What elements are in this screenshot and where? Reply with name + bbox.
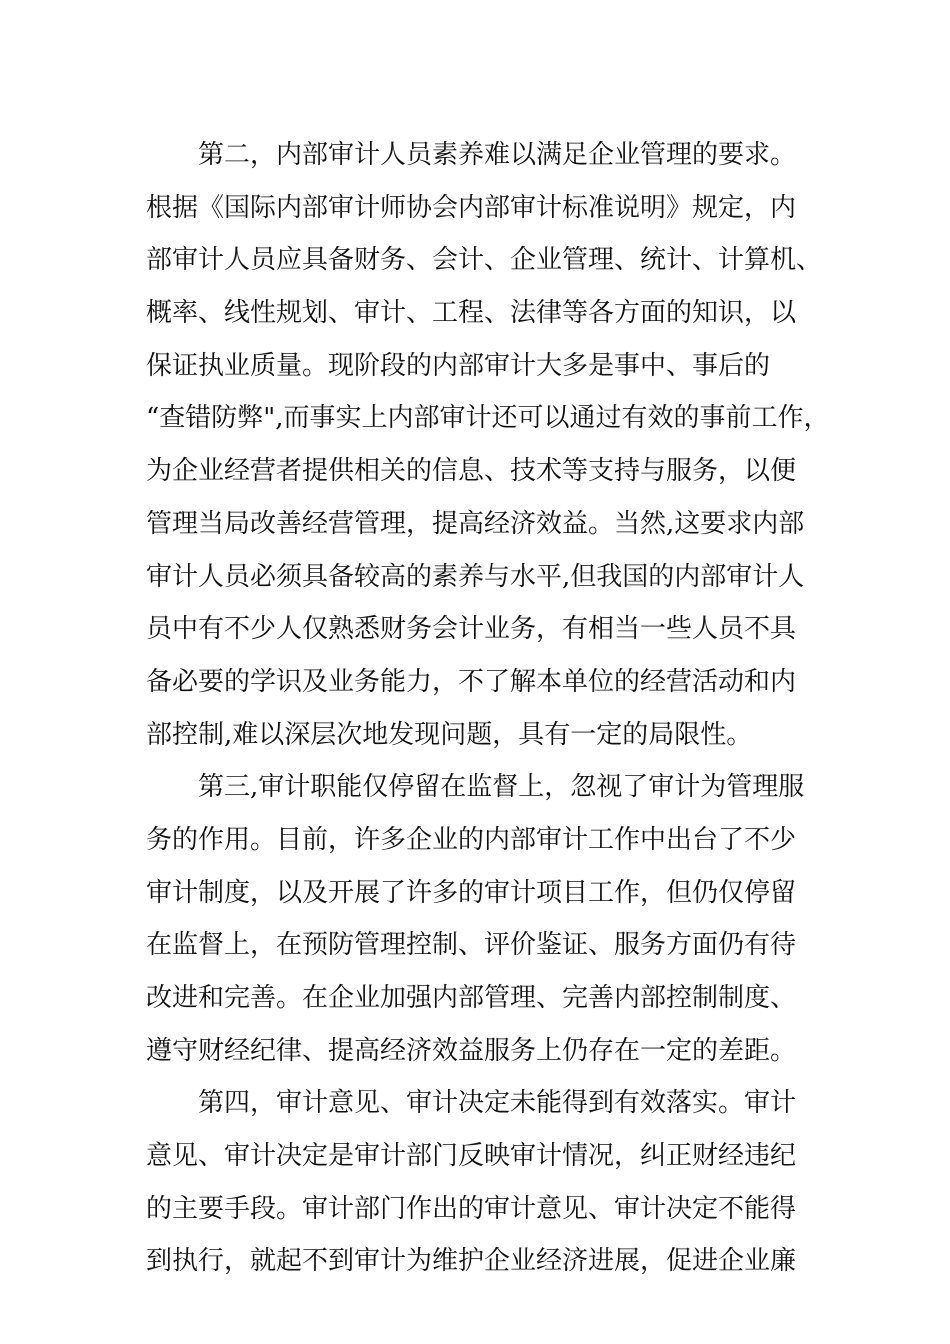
paragraph-3-line-5: 改进和完善。在企业加强内部管理、完善内部控制制度、: [146, 983, 797, 1013]
paragraph-2-line-6: “查错防弊",而事实上内部审计还可以通过有效的事前工作，: [146, 403, 830, 434]
paragraph-3-line-3: 审计制度，以及开展了许多的审计项目工作，但仍仅停留: [146, 877, 797, 908]
paragraph-2-line-9: 审计人员必须具备较高的素养与水平,但我国的内部审计人: [146, 561, 805, 592]
paragraph-2-line-10: 员中有不少人仅熟悉财务会计业务，有相当一些人员不具: [146, 614, 797, 645]
paragraph-3-line-2: 务的作用。目前，许多企业的内部审计工作中出台了不少: [146, 824, 797, 855]
paragraph-4-line-2: 意见、审计决定是审计部门反映审计情况，纠正财经违纪: [146, 1141, 797, 1172]
paragraph-2-line-11: 备必要的学识及业务能力，不了解本单位的经营活动和内: [146, 666, 797, 697]
body-text: [146, 129, 830, 1288]
paragraph-3-line-6: 遵守财经纪律、提高经济效益服务上仍存在一定的差距。: [146, 1035, 797, 1066]
paragraph-2-line-7: 为企业经营者提供相关的信息、技术等支持与服务，以便: [146, 456, 797, 487]
paragraph-2-line-3: 部审计人员应具备财务、会计、企业管理、统计、计算机、: [146, 245, 823, 276]
paragraph-2-line-4: 概率、线性规划、审计、工程、法律等各方面的知识，以: [146, 298, 797, 329]
paragraph-2-line-2: 根据《国际内部审计师协会内部审计标准说明》规定，内: [146, 192, 797, 223]
paragraph-4-line-4: 到执行，就起不到审计为维护企业经济进展，促进企业廉: [146, 1246, 797, 1277]
paragraph-3-line-1: 第三,审计职能仅停留在监督上，忽视了审计为管理服: [198, 772, 805, 803]
paragraph-2-line-1: 第二，内部审计人员素养难以满足企业管理的要求。: [198, 140, 797, 170]
paragraph-4-line-1: 第四，审计意见、审计决定未能得到有效落实。审计: [198, 1088, 797, 1119]
paragraph-3-line-4: 在监督上，在预防管理控制、评价鉴证、服务方面仍有待: [146, 930, 797, 961]
paragraph-2-line-5: 保证执业质量。现阶段的内部审计大多是事中、事后的: [146, 350, 771, 381]
paragraph-2-line-12: 部控制,难以深层次地发现问题，具有一定的局限性。: [146, 719, 753, 750]
paragraph-2-line-8: 管理当局改善经营管理，提高经济效益。当然,这要求内部: [146, 508, 805, 539]
paragraph-4-line-3: 的主要手段。审计部门作出的审计意见、审计决定不能得: [146, 1193, 797, 1224]
